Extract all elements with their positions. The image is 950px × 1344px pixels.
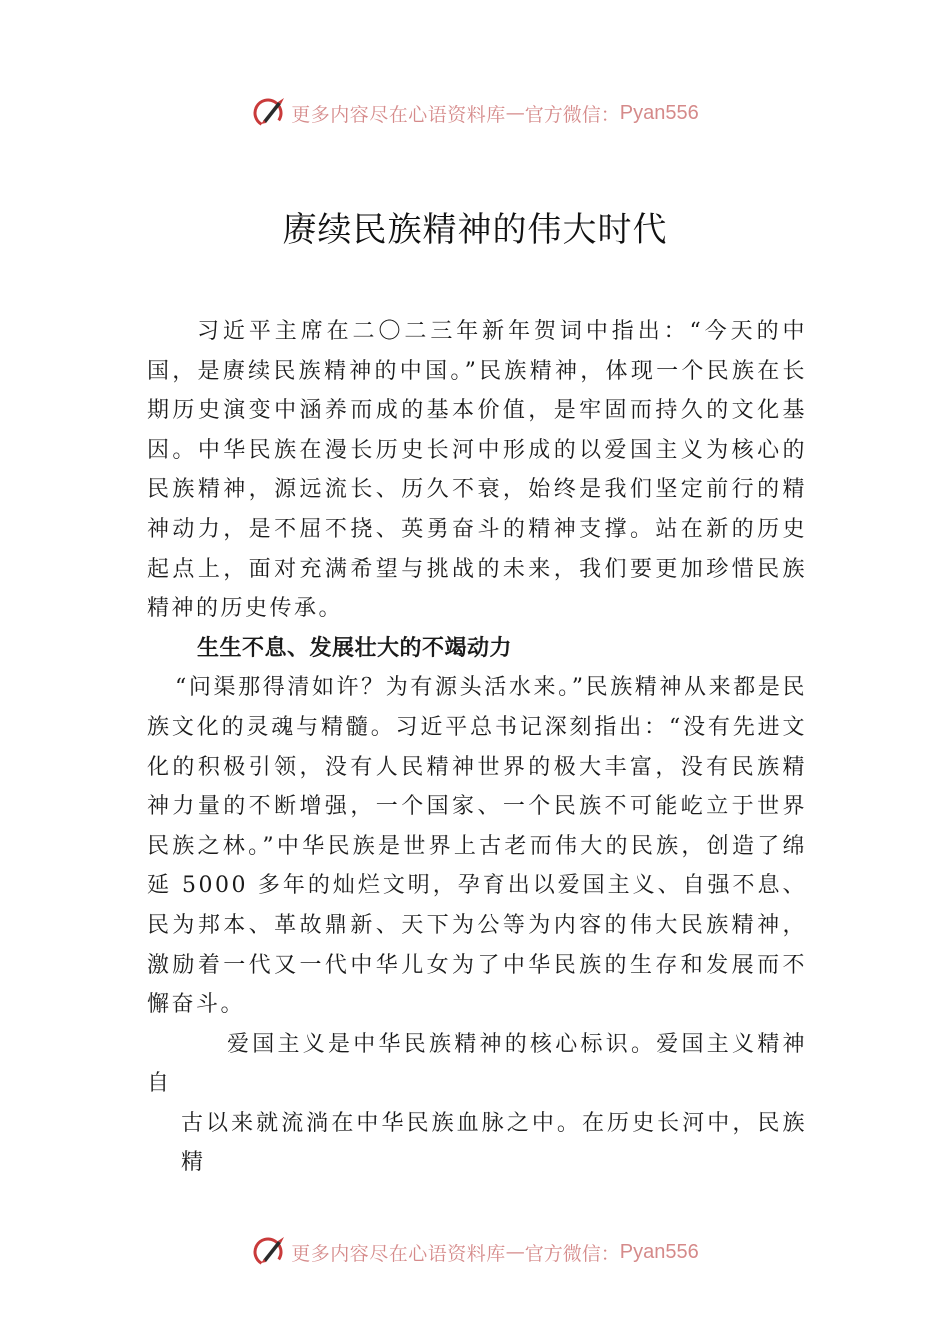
header-brand: 更多内容尽在心语资料库 (291, 103, 506, 126)
quill-logo-icon (251, 95, 287, 131)
header-wechat-id: Pyan556 (619, 101, 699, 124)
footer-wechat-id: Pyan556 (619, 1240, 699, 1263)
footer-banner (0, 1232, 950, 1272)
page-title: 赓续民族精神的伟大时代 (282, 210, 668, 250)
header-banner (0, 93, 950, 133)
footer-dash: — (505, 1241, 525, 1263)
paragraph-intro: 习近平主席在二〇二三年新年贺词中指出：“今天的中国，是赓续民族精神的中国。”民族精神，体现一个民族在长期历史演变中涵养而成的基本价值，是牢固而持久的文化基因。中华民族在漫长历史长河中形成的以爱国主义为核心的民族精神，源远流长、历久不衰，始终是我们坚定前行的精神动力，是不屈不挠、英勇奋斗的精神支撑。站在新的历史起点上，面对充满希望与挑战的未来，我们要更加珍惜民族精神的历史传承。 (147, 319, 807, 622)
paragraph-2: “问渠那得清如许？为有源头活水来。”民族精神从来都是民族文化的灵魂与精髓。习近平总书记深刻指出：“没有先进文化的积极引领，没有人民精神世界的极大丰富，没有民族精神力量的不断增强，一个国家、一个民族不可能屹立于世界民族之林。”中华民族是世界上古老而伟大的民族，创造了绵延 5000 多年的灿烂文明，孕育出以爱国主义、自强不息、民为邦本、革故鼎新、天下为公等为内容的伟大民族精神，激励着一代又一代中华儿女为了中华民族的生存和发展而不懈奋斗。 (147, 675, 807, 1018)
quill-logo-icon (251, 1234, 287, 1270)
header-dash: — (505, 102, 525, 124)
article-body (147, 312, 807, 1183)
footer-wechat-label: 官方微信： (524, 1242, 620, 1265)
header-wechat-label: 官方微信： (524, 103, 620, 126)
paragraph-3-line-2: 古以来就流淌在中华民族血脉之中。在历史长河中，民族精 (181, 1110, 807, 1176)
paragraph-3-line-1: 爱国主义是中华民族精神的核心标识。爱国主义精神自 (147, 1031, 807, 1097)
section-heading: 生生不息、发展壮大的不竭动力 (197, 635, 513, 661)
footer-brand: 更多内容尽在心语资料库 (291, 1242, 506, 1265)
